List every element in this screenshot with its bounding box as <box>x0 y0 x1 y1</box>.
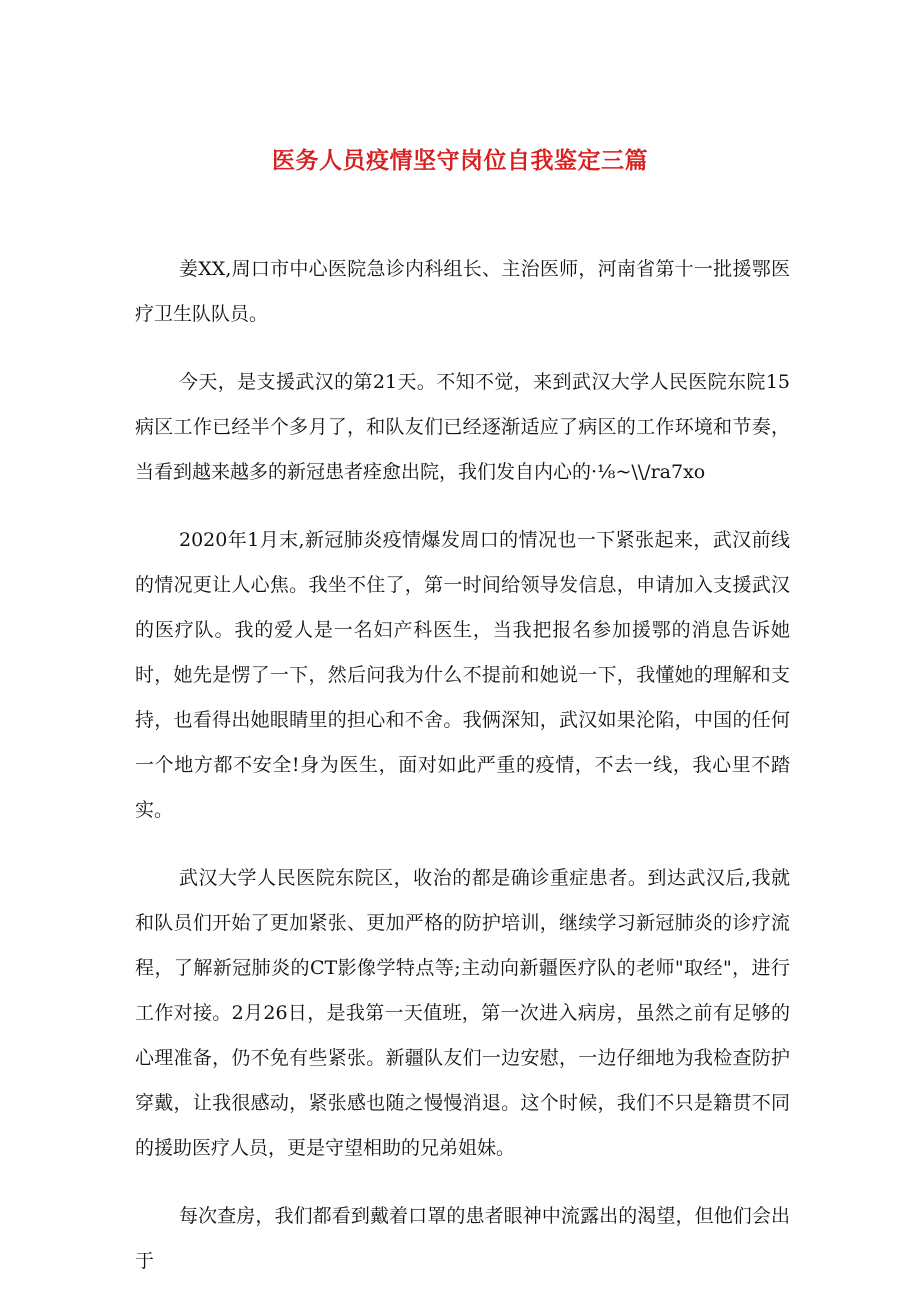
paragraph-2: 今天，是支援武汉的第21天。不知不觉，来到武汉大学人民医院东院15病区工作已经半个多月了，和队友们已经逐渐适应了病区的工作环境和节奏，当看到越来越多的新冠患者痊愈出院，我们发自内心的·⅛~\\/ra7xo <box>135 371 790 483</box>
document-body <box>135 247 790 1307</box>
document-title: 医务人员疫情坚守岗位自我鉴定三篇 <box>272 148 648 175</box>
paragraph-5: 每次查房，我们都看到戴着口罩的患者眼神中流露出的渴望，但他们会出于 <box>135 1205 790 1272</box>
paragraph-1: 姜XX,周口市中心医院急诊内科组长、主治医师，河南省第十一批援鄂医疗卫生队队员。 <box>135 258 790 325</box>
paragraph-4: 武汉大学人民医院东院区，收治的都是确诊重症患者。到达武汉后,我就和队员们开始了更加紧张、更加严格的防护培训，继续学习新冠肺炎的诊疗流程，了解新冠肺炎的CT影像学特点等;主动向新疆医疗队的老师"取经"，进行工作对接。2月26日，是我第一天值班，第一次进入病房，虽然之前有足够的心理准备，仍不免有些紧张。新疆队友们一边安慰，一边仔细地为我检查防护穿戴，让我很感动，紧张感也随之慢慢消退。这个时候，我们不只是籍贯不同的援助医疗人员，更是守望相助的兄弟姐妹。 <box>135 867 790 1159</box>
paragraph-3: 2020年1月末,新冠肺炎疫情爆发周口的情况也一下紧张起来，武汉前线的情况更让人心焦。我坐不住了，第一时间给领导发信息，申请加入支援武汉的医疗队。我的爱人是一名妇产科医生，当我把报名参加援鄂的消息告诉她时，她先是愣了一下，然后问我为什么不提前和她说一下，我懂她的理解和支持，也看得出她眼睛里的担心和不舍。我俩深知，武汉如果沦陷，中国的任何一个地方都不安全!身为医生，面对如此严重的疫情，不去一线，我心里不踏实。 <box>135 529 790 821</box>
